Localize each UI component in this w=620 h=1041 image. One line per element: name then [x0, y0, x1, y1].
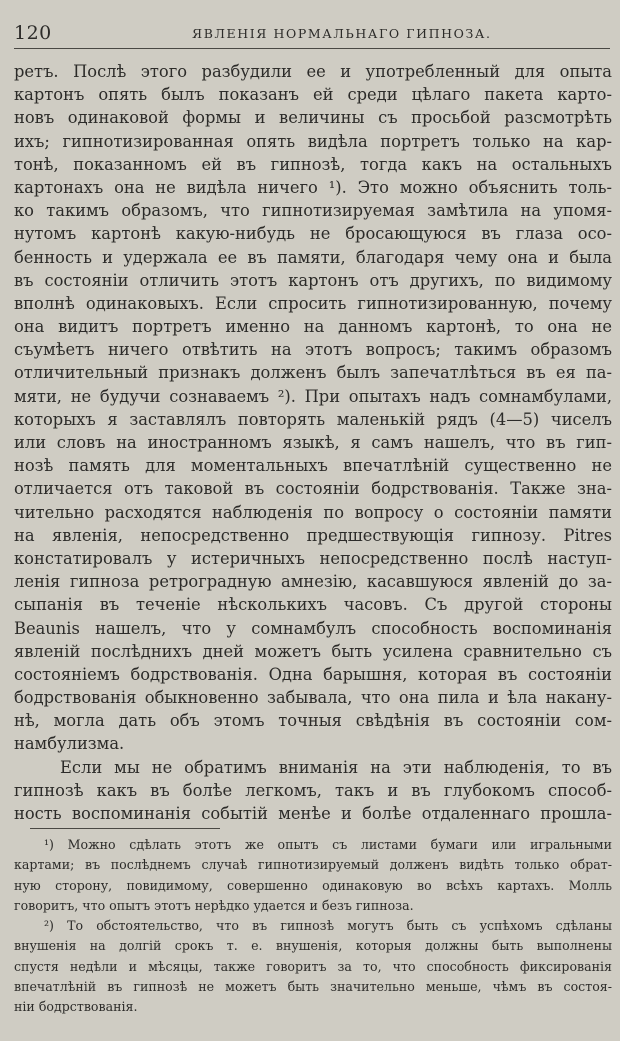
footnote-line: внушенія на долгій срокъ т. е. внушенія, которыя должны быть выполнены	[14, 938, 612, 954]
footnote-line: ную сторону, повидимому, совершенно одинаковую во всѣхъ картахъ. Молль	[14, 877, 612, 893]
text-line: ленія гипноза ретроградную амнезію, касавшуюся явленій до за-	[14, 572, 612, 592]
text-line: явленій послѣднихъ дней можетъ быть усилена сравнительно съ	[14, 641, 612, 661]
body-text	[14, 60, 612, 825]
text-line: нутомъ картонѣ какую-нибудь не бросающуюся въ глаза осо-	[14, 224, 612, 244]
footnote-line: спустя недѣли и мѣсяцы, также говоритъ за то, что способность фиксированія	[14, 958, 612, 974]
text-line: констатировалъ у истеричныхъ непосредственно послѣ наступ-	[14, 548, 612, 568]
text-line: Если мы не обратимъ вниманія на эти наблюденія, то въ	[60, 757, 612, 777]
text-line: которыхъ я заставлялъ повторять маленькій рядъ (4—5) чиселъ	[14, 409, 612, 429]
footnote-line: впечатлѣній въ гипнозѣ не можетъ быть значительно меньше, чѣмъ въ состоя-	[14, 979, 612, 995]
text-line: картонахъ она не видѣла ничего ¹). Это можно объяснить толь-	[14, 177, 612, 197]
text-line: новъ одинаковой формы и величины съ просьбой разсмотрѣть	[14, 108, 612, 128]
text-line: ретъ. Послѣ этого разбудили ее и употребленный для опыта	[14, 62, 612, 81]
text-line: картонъ опять былъ показанъ ей среди цѣлаго пакета карто-	[14, 85, 612, 105]
footnote-line: ніи бодрствованія.	[14, 999, 138, 1015]
text-line: на явленія, непосредственно предшествующія гипнозу. Pitres	[14, 525, 612, 545]
footnotes	[14, 835, 612, 1018]
text-line: отличается отъ таковой въ состояніи бодрствованія. Также зна-	[14, 479, 612, 499]
text-line: она видитъ портретъ именно на данномъ картонѣ, то она не	[14, 317, 612, 337]
running-title: ЯВЛЕНІЯ НОРМАЛЬНАГО ГИПНОЗА.	[192, 26, 492, 41]
text-line: чительно расходятся наблюденія по вопросу о состояніи памяти	[14, 502, 612, 522]
text-line: тонѣ, показанномъ ей въ гипнозѣ, тогда какъ на остальныхъ	[14, 154, 612, 174]
text-line: намбулизма.	[14, 734, 125, 754]
text-line: вполнѣ одинаковыхъ. Если спросить гипнотизированную, почему	[14, 293, 612, 313]
text-line: бодрствованія обыкновенно забывала, что она пила и ѣла накану-	[14, 688, 612, 708]
text-line: гипнозѣ какъ въ болѣе легкомъ, такъ и въ глубокомъ способ-	[14, 780, 612, 800]
text-line: ность воспоминанія событій менѣе и болѣе отдаленнаго прошла-	[14, 804, 612, 823]
text-line: бенность и удержала ее въ памяти, благодаря чему она и была	[14, 247, 612, 267]
text-line: сыпанія въ теченіе нѣсколькихъ часовъ. Съ другой стороны	[14, 595, 612, 615]
page-number: 120	[14, 22, 52, 44]
text-line: ко такимъ образомъ, что гипнотизируемая замѣтила на упомя-	[14, 201, 612, 221]
text-line: съумѣетъ ничего отвѣтить на этотъ вопросъ; такимъ образомъ	[14, 340, 612, 360]
text-line: состояніемъ бодрствованія. Одна барышня, которая въ состояніи	[14, 664, 612, 684]
page-header	[14, 22, 610, 46]
text-line: ихъ; гипнотизированная опять видѣла портретъ только на кар-	[14, 131, 612, 151]
header-rule	[14, 48, 610, 49]
footnote-line: картами; въ послѣднемъ случаѣ гипнотизируемый долженъ видѣть только обрат-	[14, 857, 612, 873]
footnote-rule	[30, 828, 220, 829]
text-line: Beaunis нашелъ, что у сомнамбулъ способность воспоминанія	[14, 618, 612, 638]
text-line: отличительный признакъ долженъ былъ запечатлѣться въ ея па-	[14, 363, 612, 383]
footnote-line: ²) То обстоятельство, что въ гипнозѣ могутъ быть съ успѣхомъ сдѣланы	[44, 918, 612, 934]
footnote-line: ¹) Можно сдѣлать этотъ же опытъ съ листами бумаги или игральными	[44, 837, 612, 852]
text-line: въ состояніи отличить этотъ картонъ отъ другихъ, по видимому	[14, 270, 612, 290]
footnote-line: говоритъ, что опытъ этотъ нерѣдко удается и безъ гипноза.	[14, 897, 414, 913]
text-line: нѣ, могла дать объ этомъ точныя свѣдѣнія въ состояніи сом-	[14, 711, 612, 731]
text-line: мяти, не будучи сознаваемъ ²). При опытахъ надъ сомнамбулами,	[14, 386, 612, 406]
text-line: или словъ на иностранномъ языкѣ, я самъ нашелъ, что въ гип-	[14, 433, 612, 452]
text-line: нозѣ память для моментальныхъ впечатлѣній существенно не	[14, 456, 612, 476]
